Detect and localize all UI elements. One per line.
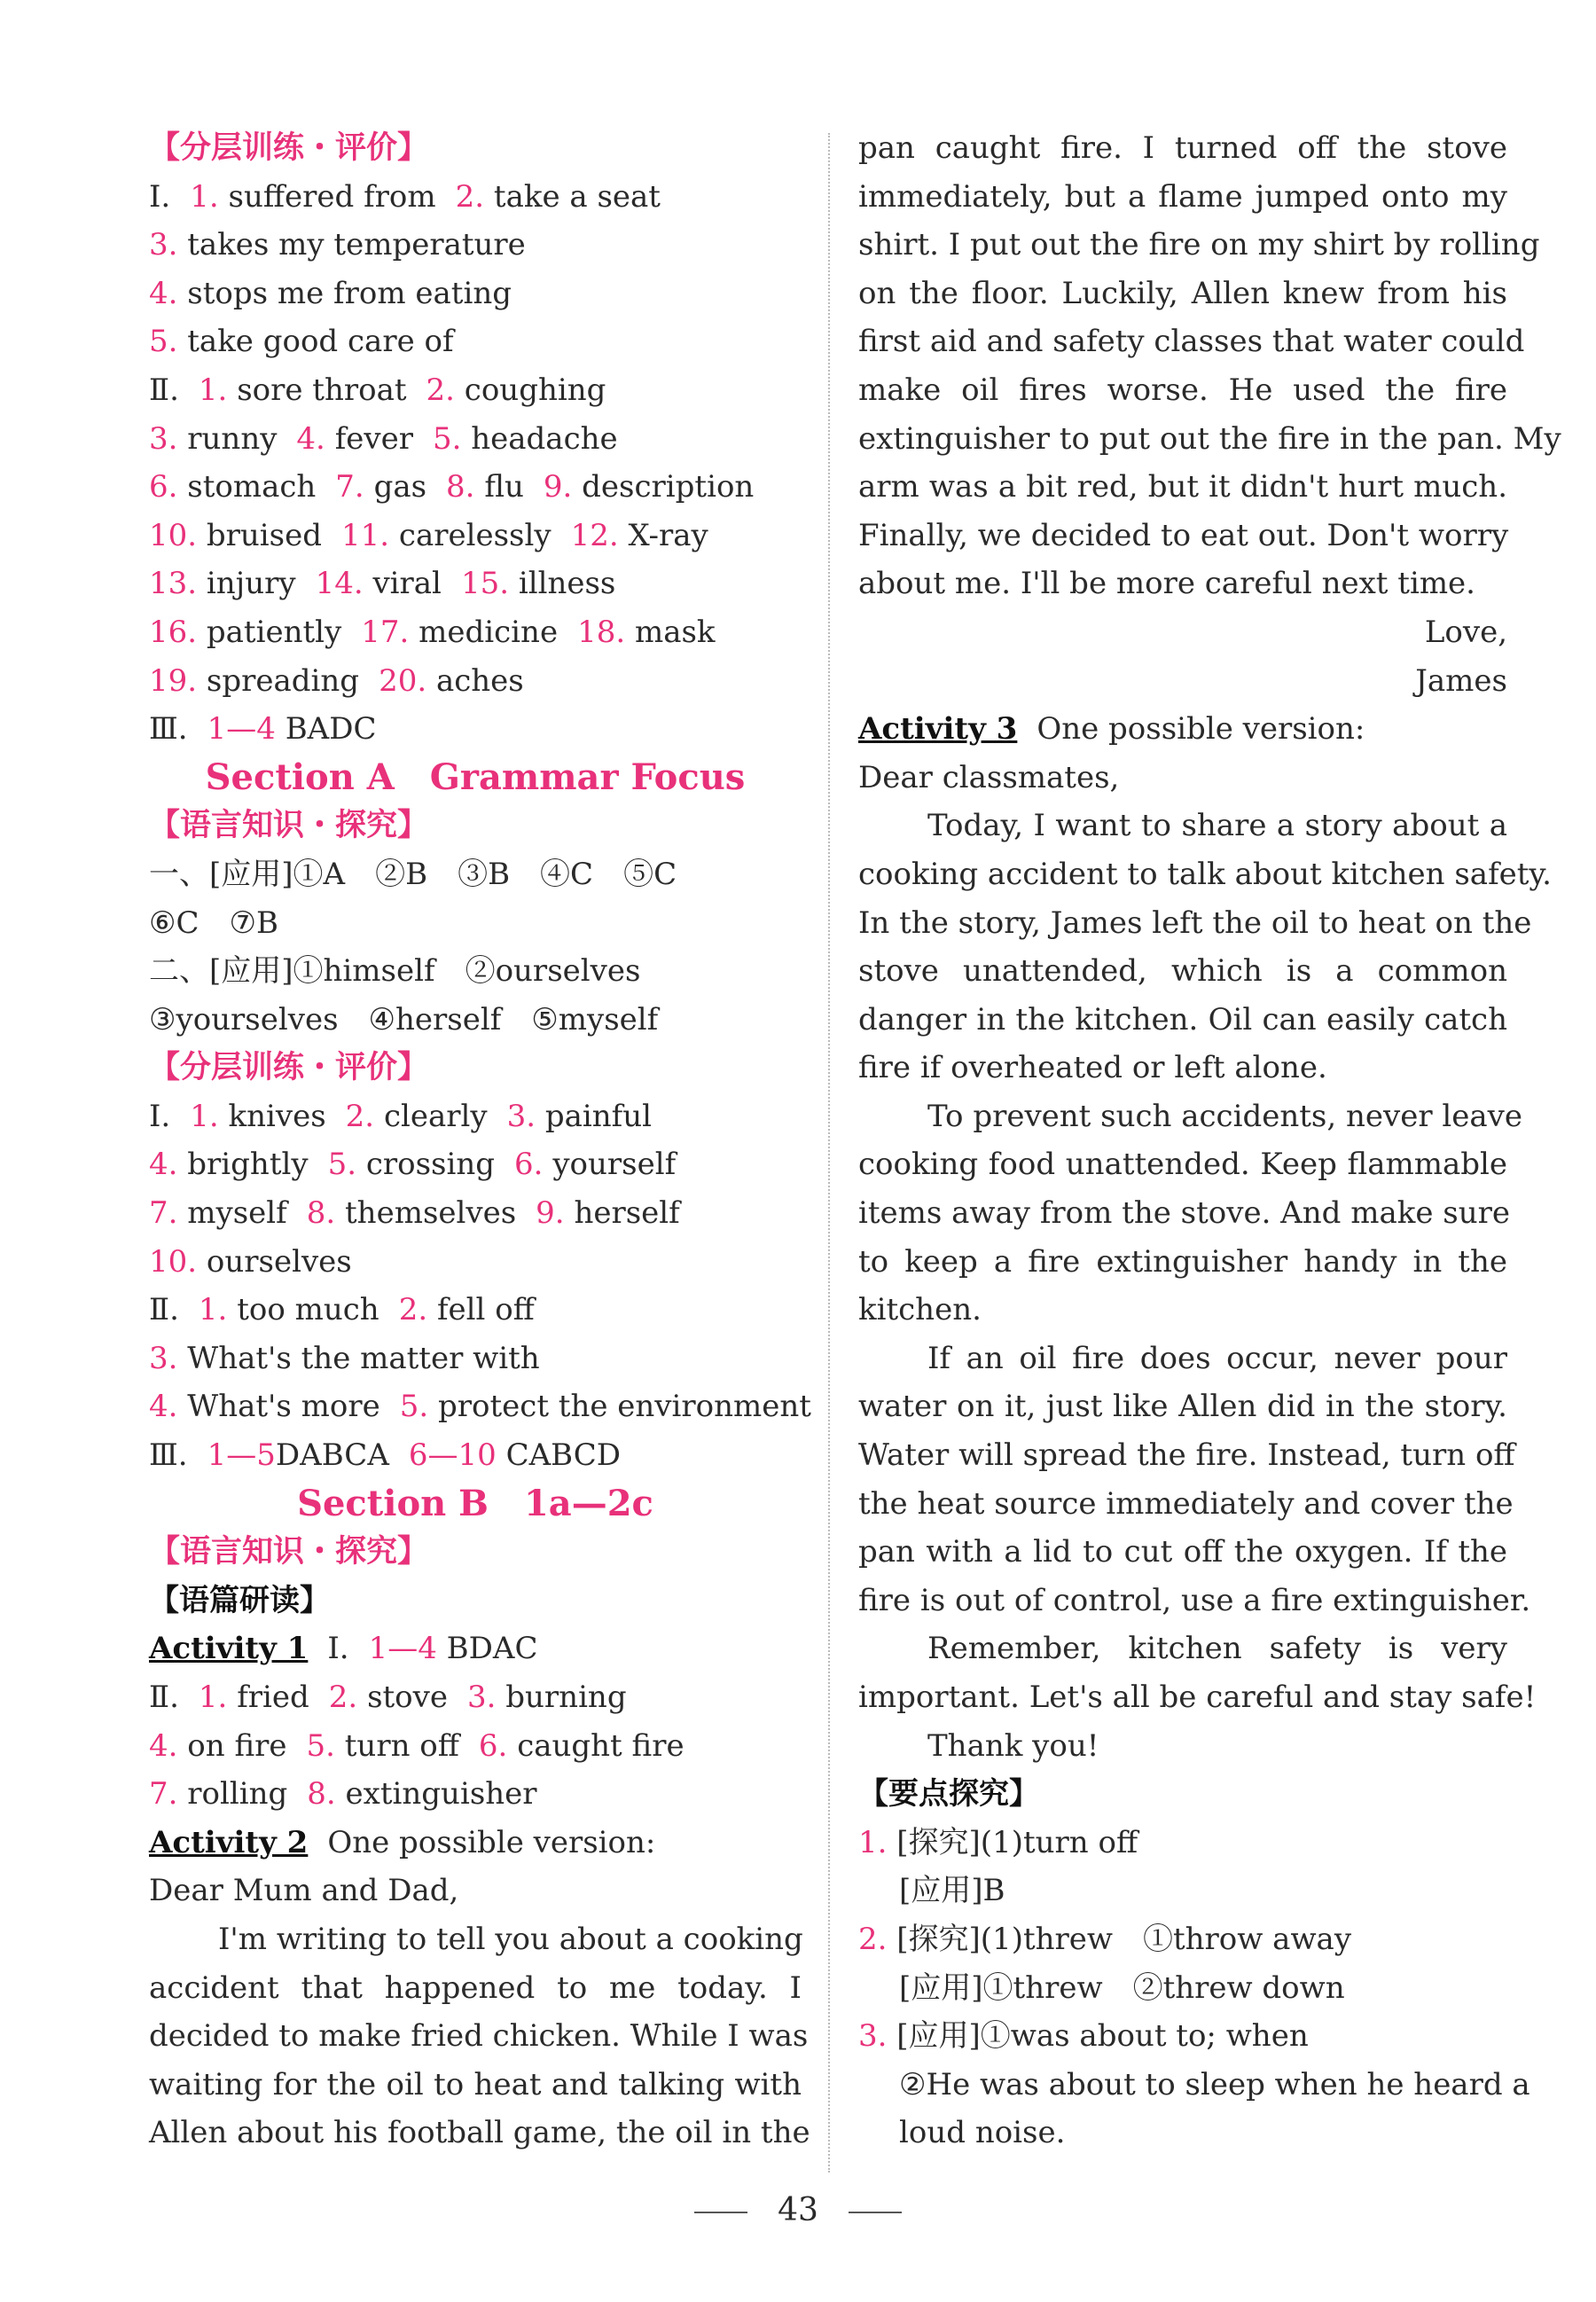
speech-line: cooking accident to talk about kitchen safety. bbox=[858, 856, 1552, 892]
answer-line: Ⅲ. 1—4 BADC bbox=[149, 711, 377, 748]
letter-line: extinguisher to put out the fire in the pan. My bbox=[858, 420, 1561, 457]
speech-line: pan with a lid to cut off the oxygen. If the bbox=[858, 1534, 1507, 1570]
answer-line: Activity 2 One possible version: bbox=[149, 1824, 656, 1860]
key-point-line: 3. [应用]①was about to; when bbox=[858, 2018, 1309, 2055]
answer-line: Ⅱ. 1. sore throat 2. coughing bbox=[149, 372, 606, 408]
speech-line: to keep a fire extinguisher handy in the bbox=[858, 1243, 1507, 1280]
answer-line: Activity 3 One possible version: bbox=[858, 711, 1365, 748]
speech-line: If an oil fire does occur, never pour bbox=[927, 1340, 1507, 1376]
speech-line: stove unattended, which is a common bbox=[858, 953, 1507, 990]
speech-line: fire if overheated or left alone. bbox=[858, 1050, 1327, 1086]
letter-line: accident that happened to me today. I bbox=[149, 1969, 802, 2006]
letter-closing: Love, bbox=[1424, 614, 1507, 650]
letter-line: pan caught fire. I turned off the stove bbox=[858, 130, 1507, 166]
answer-line: 3. runny 4. fever 5. headache bbox=[149, 420, 618, 457]
column-divider bbox=[828, 133, 830, 2173]
section-header: 【语言知识・探究】 bbox=[149, 807, 429, 844]
answer-line: Activity 1 Ⅰ. 1—4 BDAC bbox=[149, 1631, 538, 1667]
sub-header: 【要点探究】 bbox=[858, 1776, 1039, 1813]
key-point-line: ②He was about to sleep when he heard a bbox=[899, 2066, 1530, 2102]
speech-line: Today, I want to share a story about a bbox=[927, 808, 1507, 844]
speech-line: In the story, James left the oil to heat on the bbox=[858, 904, 1532, 941]
letter-line: Finally, we decided to eat out. Don't worry bbox=[858, 517, 1509, 553]
speech-line: danger in the kitchen. Oil can easily catch bbox=[858, 1001, 1507, 1037]
answer-line: 二、[应用]①himself ②ourselves bbox=[149, 953, 641, 990]
answer-line: 7. rolling 8. extinguisher bbox=[149, 1776, 537, 1813]
sub-header: 【语篇研读】 bbox=[149, 1582, 330, 1618]
key-point-line: loud noise. bbox=[899, 2115, 1066, 2151]
section-header: 【分层训练・评价】 bbox=[149, 1049, 429, 1086]
answer-line: 10. ourselves bbox=[149, 1243, 352, 1280]
letter-line: shirt. I put out the fire on my shirt by rolling bbox=[858, 227, 1540, 263]
speech-line: items away from the stove. And make sure bbox=[858, 1195, 1510, 1232]
answer-line: 5. take good care of bbox=[149, 324, 454, 360]
answer-line: 13. injury 14. viral 15. illness bbox=[149, 566, 616, 602]
letter-line: decided to make fried chicken. While I was bbox=[149, 2018, 809, 2055]
letter-greeting: Dear Mum and Dad, bbox=[149, 1873, 459, 1909]
answer-line: ⑥C ⑦B bbox=[149, 904, 278, 941]
section-title: Section B 1a—2c bbox=[297, 1482, 653, 1524]
speech-line: Water will spread the fire. Instead, turn off bbox=[858, 1437, 1515, 1474]
speech-line: the heat source immediately and cover the bbox=[858, 1485, 1514, 1522]
answer-line: 6. stomach 7. gas 8. flu 9. description bbox=[149, 469, 755, 505]
answer-line: 4. What's more 5. protect the environment bbox=[149, 1389, 811, 1425]
answer-line: Ⅰ. 1. knives 2. clearly 3. painful bbox=[149, 1098, 653, 1134]
answer-line: 10. bruised 11. carelessly 12. X-ray bbox=[149, 517, 708, 553]
letter-line: make oil fires worse. He used the fire bbox=[858, 372, 1507, 408]
letter-line: first aid and safety classes that water could bbox=[858, 324, 1525, 360]
letter-line: Allen about his football game, the oil in the bbox=[149, 2115, 810, 2151]
answer-line: 7. myself 8. themselves 9. herself bbox=[149, 1195, 680, 1232]
answer-line: 4. on fire 5. turn off 6. caught fire bbox=[149, 1727, 685, 1764]
answer-line: ③yourselves ④herself ⑤myself bbox=[149, 1001, 659, 1037]
speech-line: kitchen. bbox=[858, 1292, 982, 1328]
left-column bbox=[149, 124, 811, 2157]
speech-line: water on it, just like Allen did in the story. bbox=[858, 1389, 1507, 1425]
page-number: 43 bbox=[0, 2192, 1596, 2228]
speech-greeting: Dear classmates, bbox=[858, 759, 1120, 795]
letter-line: arm was a bit red, but it didn't hurt much. bbox=[858, 469, 1507, 505]
answer-line: Ⅱ. 1. too much 2. fell off bbox=[149, 1292, 535, 1328]
section-header: 【语言知识・探究】 bbox=[149, 1533, 429, 1570]
letter-line: on the floor. Luckily, Allen knew from his bbox=[858, 275, 1507, 311]
letter-line: I'm writing to tell you about a cooking bbox=[218, 1921, 803, 1957]
section-header: 【分层训练・评价】 bbox=[149, 129, 429, 166]
speech-closing: Thank you! bbox=[927, 1727, 1099, 1764]
answer-line: Ⅰ. 1. suffered from 2. take a seat bbox=[149, 178, 661, 215]
key-point-line: [应用]①threw ②threw down bbox=[899, 1969, 1345, 2006]
speech-line: cooking food unattended. Keep flammable bbox=[858, 1147, 1507, 1183]
letter-line: immediately, but a flame jumped onto my bbox=[858, 178, 1507, 215]
answer-line: 4. stops me from eating bbox=[149, 275, 512, 311]
section-title: Section A Grammar Focus bbox=[205, 756, 746, 798]
answer-line: 19. spreading 20. aches bbox=[149, 662, 524, 699]
answer-line: 一、[应用]①A ②B ③B ④C ⑤C bbox=[149, 856, 677, 892]
letter-line: about me. I'll be more careful next time. bbox=[858, 566, 1475, 602]
key-point-line: [应用]B bbox=[899, 1873, 1005, 1909]
key-point-line: 1. [探究](1)turn off bbox=[858, 1824, 1138, 1860]
speech-line: Remember, kitchen safety is very bbox=[927, 1631, 1507, 1667]
answer-line: 3. takes my temperature bbox=[149, 227, 526, 263]
answer-line: 16. patiently 17. medicine 18. mask bbox=[149, 614, 716, 650]
answer-line: Ⅲ. 1—5DABCA 6—10 CABCD bbox=[149, 1437, 622, 1474]
letter-signature: James bbox=[1415, 662, 1507, 699]
answer-line: 3. What's the matter with bbox=[149, 1340, 540, 1376]
speech-line: fire is out of control, use a fire extinguisher. bbox=[858, 1582, 1531, 1618]
speech-line: important. Let's all be careful and stay safe! bbox=[858, 1680, 1537, 1715]
right-column bbox=[858, 124, 1561, 2157]
answer-line: Ⅱ. 1. fried 2. stove 3. burning bbox=[149, 1680, 627, 1715]
speech-line: To prevent such accidents, never leave bbox=[927, 1098, 1522, 1134]
answer-line: 4. brightly 5. crossing 6. yourself bbox=[149, 1147, 677, 1183]
letter-line: waiting for the oil to heat and talking with bbox=[149, 2066, 802, 2102]
key-point-line: 2. [探究](1)threw ①throw away bbox=[858, 1921, 1352, 1957]
